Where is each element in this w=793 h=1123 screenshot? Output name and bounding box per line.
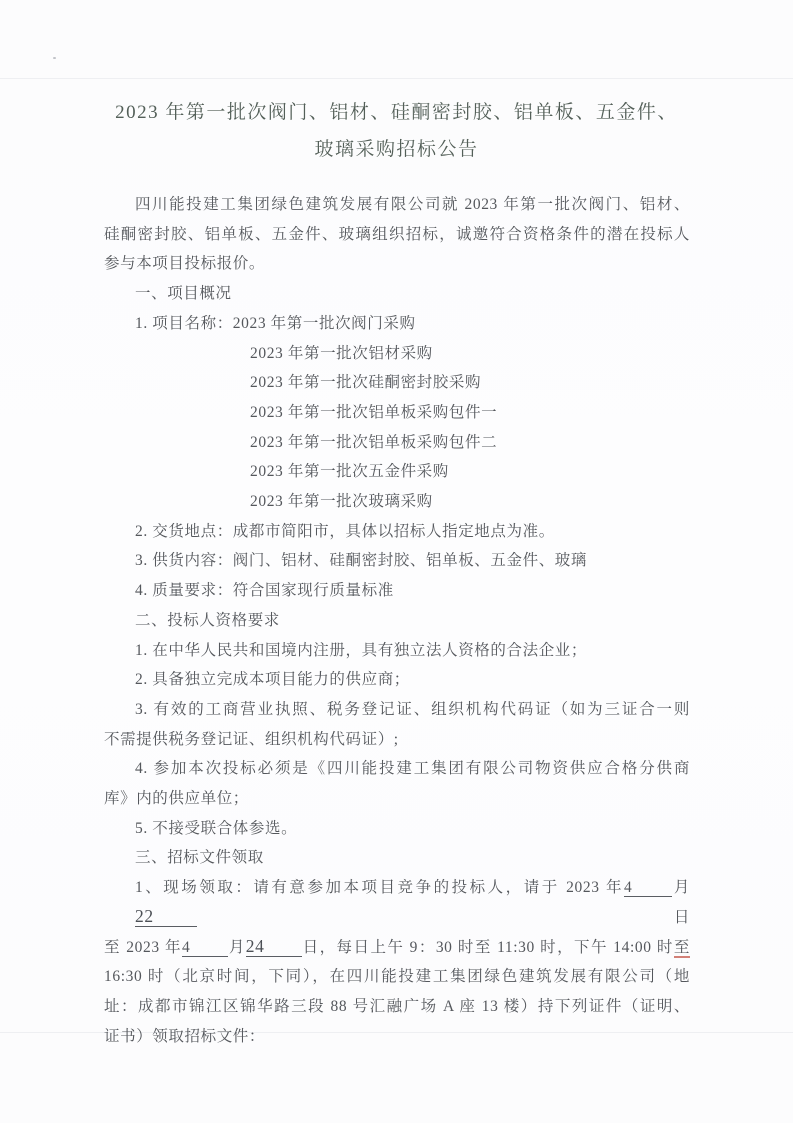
doc-text: 1、现场领取：请有意参加本项目竞争的投标人，请于 2023 年	[135, 879, 624, 897]
document-title-line1: 2023 年第一批次阀门、铝材、硅酮密封胶、铝单板、五金件、	[115, 102, 678, 123]
document-title	[40, 94, 753, 168]
doc-text: 2023 年第一批次铝材采购	[250, 344, 433, 362]
doc-line	[104, 249, 690, 279]
doc-line	[104, 576, 690, 606]
doc-line	[104, 339, 690, 369]
doc-text: 5. 不接受联合体参选。	[135, 819, 298, 837]
doc-text: 二、投标人资格要求	[135, 611, 280, 629]
doc-text: 月	[227, 938, 246, 956]
doc-text: 2023 年第一批次铝单板采购包件一	[250, 403, 498, 421]
doc-text: 3. 有效的工商营业执照、税务登记证、组织机构代码证（如为三证合一则	[135, 700, 690, 718]
scan-artifact-line	[0, 78, 793, 79]
fill-in-blank: 24	[246, 937, 302, 957]
doc-line	[104, 933, 690, 963]
doc-line	[104, 814, 690, 844]
doc-text: 日，每日上午 9：30 时至 11:30 时，下午 14:00 时	[301, 938, 674, 956]
doc-line	[104, 665, 690, 695]
doc-text: 4. 参加本次投标必须是《四川能投建工集团有限公司物资供应合格分供商	[135, 760, 690, 778]
doc-line	[104, 309, 690, 339]
scan-artifact-speck	[53, 57, 56, 59]
doc-line	[104, 368, 690, 398]
doc-line	[104, 784, 690, 814]
doc-line	[104, 962, 690, 992]
doc-line	[104, 487, 690, 517]
doc-line	[104, 457, 690, 487]
fill-in-blank: 4	[182, 939, 228, 957]
doc-line	[104, 220, 690, 250]
doc-line	[104, 754, 690, 784]
doc-text: 至 2023 年	[104, 938, 182, 956]
doc-text: 日	[197, 908, 690, 926]
doc-line	[104, 695, 690, 725]
doc-text: 4. 质量要求：符合国家现行质量标准	[135, 582, 394, 600]
doc-text: 2023 年第一批次硅酮密封胶采购	[250, 374, 482, 392]
doc-line	[104, 843, 690, 873]
doc-line	[104, 517, 690, 547]
doc-line	[104, 190, 690, 220]
doc-line	[104, 398, 690, 428]
doc-text: 四川能投建工集团绿色建筑发展有限公司就 2023 年第一批次阀门、铝材、	[135, 196, 690, 213]
doc-text: 一、项目概况	[135, 285, 232, 303]
doc-text: 2. 交货地点：成都市简阳市，具体以招标人指定地点为准。	[135, 522, 555, 540]
doc-line	[104, 428, 690, 458]
doc-text: 2023 年第一批次五金件采购	[250, 463, 449, 481]
doc-text: 2023 年第一批次铝单板采购包件二	[250, 433, 498, 451]
doc-line	[104, 546, 690, 576]
doc-text: 硅酮密封胶、铝单板、五金件、玻璃组织招标，诚邀符合资格条件的潜在投标人	[104, 225, 690, 243]
doc-text: 3. 供货内容：阀门、铝材、硅酮密封胶、铝单板、五金件、玻璃	[135, 552, 588, 570]
document-body	[104, 190, 690, 1051]
doc-line	[104, 1022, 690, 1052]
doc-line	[104, 992, 690, 1022]
doc-text: 址：成都市锦江区锦华路三段 88 号汇融广场 A 座 13 楼）持下列证件（证明、	[104, 997, 690, 1015]
doc-line	[104, 636, 690, 666]
doc-text: 2023 年第一批次玻璃采购	[250, 493, 433, 511]
doc-text: 证书）领取招标文件：	[104, 1027, 266, 1045]
doc-line	[104, 606, 690, 636]
red-marked-text: 至	[673, 938, 690, 956]
doc-text: 库》内的供应单位；	[104, 790, 249, 808]
doc-line	[104, 279, 690, 309]
fill-in-blank: 22	[135, 907, 197, 927]
doc-text: 参与本项目投标报价。	[104, 255, 266, 273]
doc-text: 1. 在中华人民共和国境内注册，具有独立法人资格的合法企业；	[135, 641, 588, 659]
fill-in-blank: 4	[624, 879, 672, 897]
doc-text: 三、招标文件领取	[135, 849, 264, 867]
doc-text: 16:30 时（北京时间，下同），在四川能投建工集团绿色建筑发展有限公司（地	[104, 968, 690, 986]
doc-line	[104, 725, 690, 755]
doc-line	[104, 873, 690, 932]
doc-text: 2. 具备独立完成本项目能力的供应商；	[135, 671, 410, 689]
doc-text: 月	[671, 879, 690, 897]
doc-text: 不需提供税务登记证、组织机构代码证）;	[104, 730, 399, 748]
doc-text: 1. 项目名称：2023 年第一批次阀门采购	[135, 314, 416, 332]
document-title-line2: 玻璃采购招标公告	[314, 139, 479, 160]
